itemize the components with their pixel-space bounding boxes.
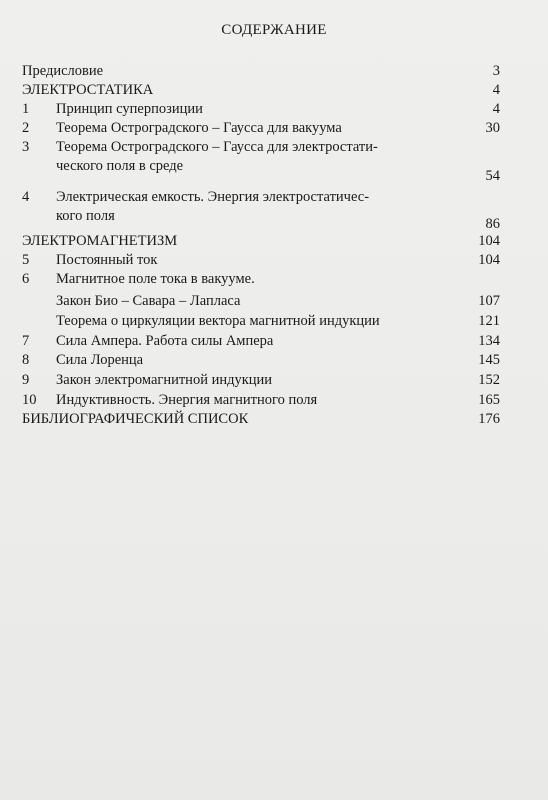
toc-entry-text: Постоянный ток [56, 252, 158, 268]
toc-entry-text: Предисловие [22, 63, 104, 79]
toc-page-number: 165 [478, 392, 500, 408]
toc-page-number: 104 [478, 233, 500, 249]
toc-entry-text: Теорема Остроградского – Гаусса для вакуума [56, 120, 342, 136]
toc-row [22, 251, 500, 270]
page-title: СОДЕРЖАНИЕ [221, 22, 327, 38]
toc-row [22, 270, 500, 289]
toc-page-number: 86 [485, 216, 500, 232]
toc-row [22, 119, 500, 138]
toc-entry-text: Сила Ампера. Работа силы Ампера [56, 333, 274, 349]
toc-row [22, 138, 500, 157]
toc-row [22, 292, 500, 311]
toc-row [22, 312, 500, 331]
toc-row [22, 81, 500, 100]
toc-row [22, 100, 500, 119]
toc-section-heading: ЭЛЕКТРОСТАТИКА [22, 82, 154, 98]
toc-page-number: 3 [492, 63, 500, 79]
toc-entry-number: 5 [22, 252, 30, 268]
toc-row [22, 351, 500, 370]
toc-entry-text: Теорема о циркуляции вектора магнитной индукции [56, 313, 380, 329]
toc-entry-text: ческого поля в среде [56, 158, 184, 174]
toc-page-number: 30 [485, 120, 500, 136]
toc-page-number: 145 [478, 352, 500, 368]
toc-entry-text: Индуктивность. Энергия магнитного поля [56, 392, 318, 408]
toc-section-heading: БИБЛИОГРАФИЧЕСКИЙ СПИСОК [22, 411, 249, 427]
toc-page-number: 4 [492, 82, 500, 98]
toc-row [22, 232, 500, 251]
toc-entry-text: Сила Лоренца [56, 352, 144, 368]
toc-entry-number: 9 [22, 372, 30, 388]
toc-row [22, 207, 500, 232]
toc-entry-number: 6 [22, 271, 30, 287]
toc-entry-number: 2 [22, 120, 30, 136]
toc-page-number: 134 [478, 333, 500, 349]
toc-row [22, 188, 500, 207]
toc-row [22, 391, 500, 410]
toc-entry-number: 10 [22, 392, 37, 408]
toc-page-number: 104 [478, 252, 500, 268]
toc-row [22, 410, 500, 429]
toc-entry-text: Принцип суперпозиции [56, 101, 203, 117]
toc-entry-number: 8 [22, 352, 30, 368]
toc-page-number: 54 [485, 168, 500, 184]
toc-row [22, 371, 500, 390]
toc-entry-number: 4 [22, 189, 30, 205]
toc-row [22, 157, 500, 184]
toc-page-number: 4 [492, 101, 500, 117]
toc-entry-text: Электрическая емкость. Энергия электростатичес- [56, 189, 370, 205]
toc-entry-text: Магнитное поле тока в вакууме. [56, 271, 255, 287]
toc-entry-text: Теорема Остроградского – Гаусса для электростати- [56, 139, 378, 155]
toc-page-number: 176 [478, 411, 500, 427]
toc-entry-number: 7 [22, 333, 30, 349]
toc-section-heading: ЭЛЕКТРОМАГНЕТИЗМ [22, 233, 178, 249]
toc-entry-number: 1 [22, 101, 30, 117]
toc-entry-text: Закон электромагнитной индукции [56, 372, 273, 388]
toc-entry-number: 3 [22, 139, 30, 155]
toc-row [22, 332, 500, 351]
toc-entry-text: Закон Био – Савара – Лапласа [56, 293, 241, 309]
toc-page-number: 107 [478, 293, 500, 309]
toc-row [22, 62, 500, 81]
toc-entry-text: кого поля [56, 208, 115, 224]
toc-page-number: 121 [478, 313, 500, 329]
toc-page-number: 152 [478, 372, 500, 388]
